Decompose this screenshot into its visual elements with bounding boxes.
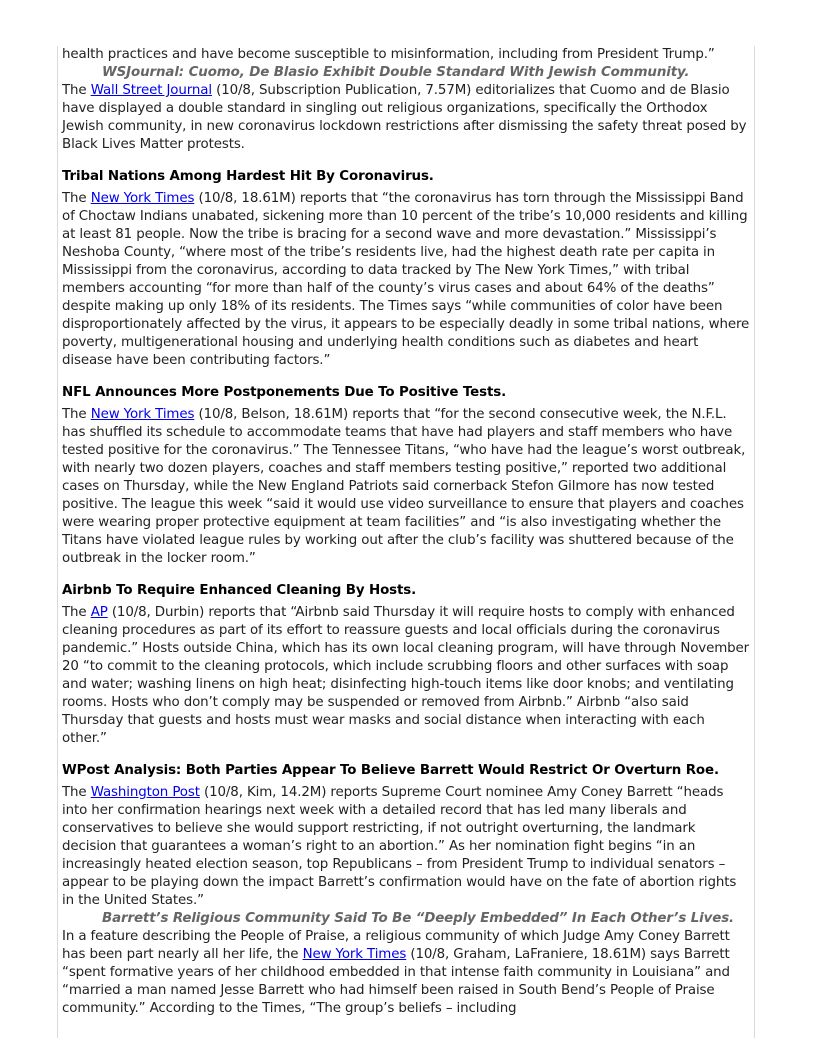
story-tribal-nations xyxy=(62,168,750,370)
source-link-wsj[interactable]: Wall Street Journal xyxy=(90,83,212,98)
source-link-ap[interactable]: AP xyxy=(90,605,108,620)
document-page xyxy=(57,46,755,1038)
story-nfl-postponements xyxy=(62,384,750,568)
story-headline: Tribal Nations Among Hardest Hit By Coronavirus. xyxy=(62,169,434,184)
sub-story-paragraph: Barrett’s Religious Community Said To Be “Deeply Embedded” In Each Other’s Lives. In a feature describing the People of Praise, a religious community of which Judge Amy Coney Barrett has been part nearly all her life, the New York Times (10/8, Graham, LaFraniere, 18.61M) says Barrett “spent formative years of her childhood embedded in that intense faith community in Louisiana” and “married a man named Jesse Barrett who had himself been raised in South Bend’s People of Praise community.” According to the Times, “The group’s beliefs – including xyxy=(62,911,743,1016)
story-body: The AP (10/8, Durbin) reports that “Airbnb said Thursday it will require hosts to comply with enhanced cleaning procedures as part of its effort to reassure guests and local officials during the coronavirus pandemic.” Hosts outside China, which has its own local cleaning program, will have through November 20 “to commit to the cleaning protocols, which include scrubbing floors and other surfaces with soap and water; washing linens on high heat; disinfecting high-touch items like door knobs; and ventilating rooms. Hosts who don’t comply may be suspended or removed from Airbnb.” Airbnb “also said Thursday that guests and hosts must wear masks and social distance when interacting with each other.” xyxy=(62,605,750,746)
story-headline: WPost Analysis: Both Parties Appear To Believe Barrett Would Restrict Or Overturn Roe. xyxy=(62,763,719,778)
source-link-nyt[interactable]: New York Times xyxy=(90,191,195,206)
subhead: Barrett’s Religious Community Said To Be “Deeply Embedded” In Each Other’s Lives. xyxy=(102,911,735,926)
story-headline: Airbnb To Require Enhanced Cleaning By Hosts. xyxy=(62,583,417,598)
story-body: The Washington Post (10/8, Kim, 14.2M) reports Supreme Court nominee Amy Coney Barrett “heads into her confirmation hearings next week with a detailed record that has led many liberals and conservatives to believe she would support restricting, if not outright overturning, the landmark decision that guarantees a woman’s right to an abortion.” As her nomination fight begins “in an increasingly heated election season, top Republicans – from President Trump to individual senators – appear to be playing down the impact Barrett’s confirmation would have on the fate of abortion rights in the United States.” xyxy=(62,785,737,908)
story-body: The Wall Street Journal (10/8, Subscription Publication, 7.57M) editorializes that Cuomo and de Blasio have displayed a double standard in singling out religious organizations, specifically the Orthodox Jewish community, in new coronavirus lockdown restrictions after dismissing the safety threat posed by Black Lives Matter protests. xyxy=(62,83,747,152)
wsj-subhead-paragraph xyxy=(62,64,750,82)
subhead: WSJournal: Cuomo, De Blasio Exhibit Double Standard With Jewish Community. xyxy=(102,65,690,80)
source-link-nyt[interactable]: New York Times xyxy=(90,407,195,422)
story-headline: NFL Announces More Postponements Due To Positive Tests. xyxy=(62,385,507,400)
story-body: The New York Times (10/8, 18.61M) reports that “the coronavirus has torn through the Mississippi Band of Choctaw Indians unabated, sickening more than 10 percent of the tribe’s 10,000 residents and killing at least 81 people. Now the tribe is bracing for a second wave and more devastation.” Mississippi’s Neshoba County, “where most of the tribe’s residents live, had the highest death rate per capita in Mississippi from the coronavirus, according to data tracked by The New York Times,” with tribal members accounting “for more than half of the county’s virus cases and about 64% of the deaths” despite making up only 18% of its residents. The Times says “while communities of color have been disproportionately affected by the virus, it appears to be especially deadly in some tribal nations, where poverty, multigenerational housing and underlying health conditions such as diabetes and heart disease have been contributing factors.” xyxy=(62,191,750,368)
story-airbnb-cleaning xyxy=(62,582,750,748)
source-link-wapo[interactable]: Washington Post xyxy=(90,785,200,800)
story-wpost-barrett xyxy=(62,762,750,1018)
source-link-nyt[interactable]: New York Times xyxy=(302,947,407,962)
story-body: The New York Times (10/8, Belson, 18.61M) reports that “for the second consecutive week, the N.F.L. has shuffled its schedule to accommodate teams that have had players and staff members who have tested positive for the coronavirus.” The Tennessee Titans, “who have had the league’s worst outbreak, with nearly two dozen players, coaches and staff members testing positive,” reported two additional cases on Thursday, while the New England Patriots said cornerback Stefon Gilmore has now tested positive. The league this week “said it would use video surveillance to ensure that players and coaches were wearing proper protective equipment at team facilities” and “is also investigating whether the Titans have violated league rules by working out after the club’s facility was shuttered because of the outbreak in the locker room.” xyxy=(62,407,746,566)
continuation-text: health practices and have become susceptible to misinformation, including from President Trump.” xyxy=(62,47,715,62)
intro-section xyxy=(62,46,750,154)
